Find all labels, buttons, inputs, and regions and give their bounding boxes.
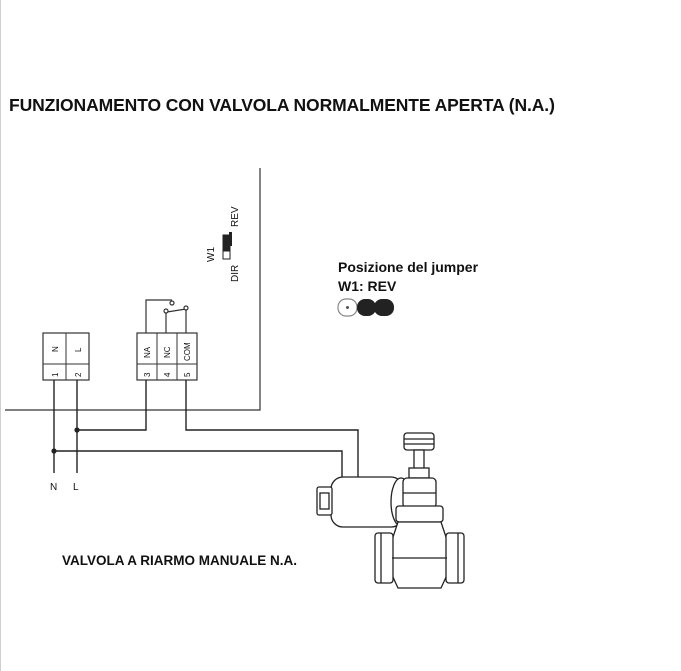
valve-drawing: [317, 433, 464, 588]
jumper-setting: W1: REV: [338, 278, 397, 294]
terminal-label-com: COM: [183, 342, 192, 361]
terminal-label-l: L: [74, 347, 83, 352]
page-title: FUNZIONAMENTO CON VALVOLA NORMALMENTE APERTA (N.A.): [9, 95, 555, 115]
w1-jumper-on-device: [206, 206, 241, 282]
legend-pin-open-dot: [346, 306, 349, 309]
terminal-label-nc: NC: [163, 346, 172, 358]
wire-n-to-valve: [54, 451, 342, 480]
terminal-number-4: 4: [163, 372, 172, 377]
terminal-label-na: NA: [143, 346, 152, 358]
w1-label: W1: [206, 247, 217, 262]
jumper-pin-3: [223, 235, 230, 243]
valve-caption: VALVOLA A RIARMO MANUALE N.A.: [62, 553, 297, 568]
rev-label: REV: [230, 206, 241, 227]
jumper-pin-1: [223, 251, 230, 259]
terminal-number-2: 2: [74, 372, 83, 377]
valve-bonnet-flange: [396, 506, 443, 522]
wire-label-n: N: [50, 482, 58, 493]
jumper-heading: Posizione del jumper: [338, 259, 479, 275]
supply-terminal-block: [43, 333, 89, 380]
wiring: [54, 380, 358, 480]
dir-label: DIR: [230, 264, 241, 282]
junction-n: [51, 448, 56, 453]
valve-reset-knob: [404, 433, 434, 450]
relay-contact-nc: [164, 309, 168, 313]
relay-contact-com: [184, 306, 188, 310]
terminal-number-5: 5: [183, 372, 192, 377]
relay-na-lead: [146, 300, 172, 333]
valve-stem: [414, 450, 424, 470]
legend-pin-bridged-b: [374, 299, 394, 316]
jumper-pin-2: [223, 243, 230, 251]
wire-com-to-valve: [186, 380, 358, 480]
wire-l-to-na: [77, 380, 146, 430]
relay-contact-symbol: [146, 300, 188, 333]
jumper-legend-icon: [338, 299, 394, 316]
relay-contact-na: [170, 301, 174, 305]
wire-label-l: L: [73, 482, 79, 493]
relay-terminal-block: [137, 333, 197, 380]
terminal-label-n: N: [51, 346, 60, 352]
legend-pin-bridged-a: [357, 299, 376, 316]
jumper-bridge: [229, 232, 232, 246]
valve-left-fitting: [375, 533, 393, 583]
relay-switch-arm: [167, 309, 186, 312]
valve-right-fitting: [446, 533, 464, 583]
terminal-number-3: 3: [143, 372, 152, 377]
valve-main-body: [392, 522, 447, 588]
terminal-number-1: 1: [51, 372, 60, 377]
valve-coil-connector-cap: [320, 493, 329, 509]
valve-stem-nut: [409, 468, 429, 478]
junction-l: [74, 427, 79, 432]
